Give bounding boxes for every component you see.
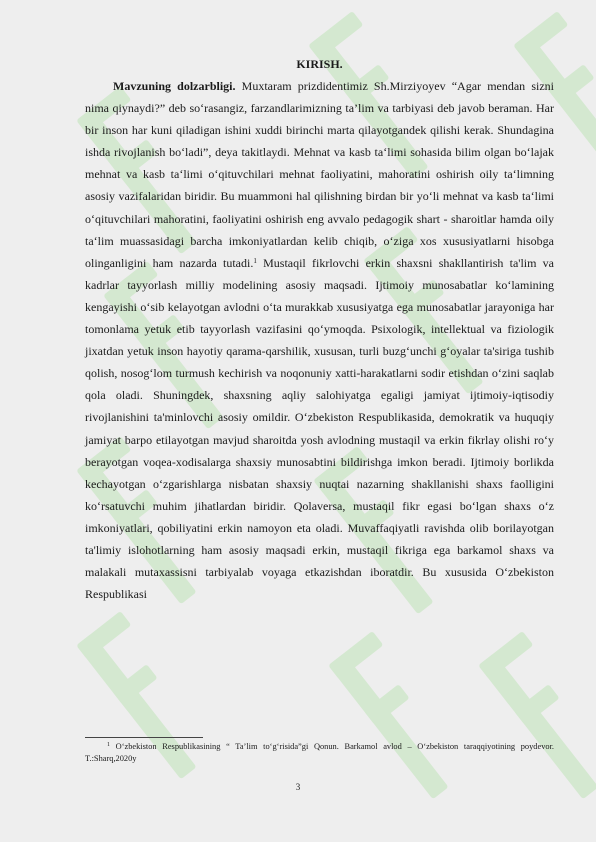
footnote-number: 1 xyxy=(107,742,110,748)
footnote xyxy=(85,741,554,764)
body-paragraph xyxy=(85,75,554,605)
watermark-icon xyxy=(62,620,214,791)
section-title: KIRISH. xyxy=(296,57,343,71)
footnote-text: O‘zbekiston Respublikasining “ Ta’lim to‘g‘risida”gi Qonun. Barkamol avlod – O‘zbekiston taraqqiyotining poydevor. T.:Sharq,2020y xyxy=(85,742,554,763)
body-text-part1: Muxtaram prizdidentimiz Sh.Mirziyoyev “Agar mendan sizni nima qiynaydi?” deb so‘rasangiz, farzandlarimizning ta’lim va tarbiyasi deb javob beraman. Har bir inson har kuni qiladigan ishini xuddi birinchi marta qilayotgandek qilishi kerak. Shundagina ishda rivojlanish bo‘ladi”, deya takitlaydi. Mehnat va kasb ta‘limi sohasida bilim olgan bo‘lajak mehnat va kasb ta‘limi o‘qituvchilari mehnat faoliyatini, mahoratini oshirish oily ta‘limning asosiy vazifalaridan biridir. Bu muammoni hal qilishning birdan bir yo‘li mehnat va kasb ta‘limi o‘qituvchilari mahoratini, faoliyatini oshirish eng avvalo pedagogik shart - sharoitlar hamda oily ta‘lim muassasidagi barcha imkoniyatlardan kelib chiqib, o‘ziga xos xususiyatlarni hisobga olinganligini ham nazarda tutadi. xyxy=(85,79,555,270)
document-body xyxy=(85,53,554,605)
body-text-part2: Mustaqil fikrlovchi erkin shaxsni shakllantirish ta'lim va kadrlar tayyorlash milliy modelining asosiy maqsadi. Ijtimoiy munosabatlar ko‘lamining kengayishi o‘sib kelayotgan avlodni o‘ta murakkab xususiyatga ega munosabatlar jarayoniga har tomonlama yetuk etib tayyorlash vazifasini qo‘ymoqda. Psixologik, intellektual va fiziologik jixatdan yetuk inson hayotiy qarama-qarshilik, xususan, turli buzg‘unchi g‘oyalar ta'siriga tushib qolish, nosog‘lom turmush kechirish va noqonuniy xatti-harakatlarni sodir etishdan o‘zini saqlab qola oladi. Shuningdek, shaxsning aqliy salohiyatga egaligi jamiyat ijtimoiy-iqtisodiy rivojlanishini ta'minlovchi asosiy omildir. O‘zbekiston Respublikasida, demokratik va huquqiy jamiyat barpo etilayotgan mavjud sharoitda yosh avlodning mustaqil va erkin fikrlay olishi ro‘y berayotgan voqea-xodisalarga shaxsiy munosabtini bildirishga imkon beradi. Ijtimoiy borlikda kechayotgan o‘zgarishlarga nisbatan shaxsiy nuqtai nazarning shakllanishi shaxs faolligini ko‘rsatuvchi muhim jihatlardan biridir. Qolaversa, mustaqil fikr egasi bo‘lgan shaxs o‘z imkoniyatlari, qobiliyatini erkin namoyon eta oladi. Muvaffaqiyatli ravishda olib borilayotgan ta'limiy islohotlarning ham asosiy maqsadi erkin, mustaqil fikriga ega barkamol shaxs va malakali mutaxassisni tarbiyalab voyaga etkazishdan iboratdir. Bu xususida O‘zbekiston Respublikasi xyxy=(85,255,555,602)
page-number: 3 xyxy=(295,782,301,792)
lead-label: Mavzuning dolzarbligi. xyxy=(113,79,236,93)
footnote-reference[interactable]: 1 xyxy=(253,256,257,265)
footnote-separator xyxy=(85,737,203,738)
